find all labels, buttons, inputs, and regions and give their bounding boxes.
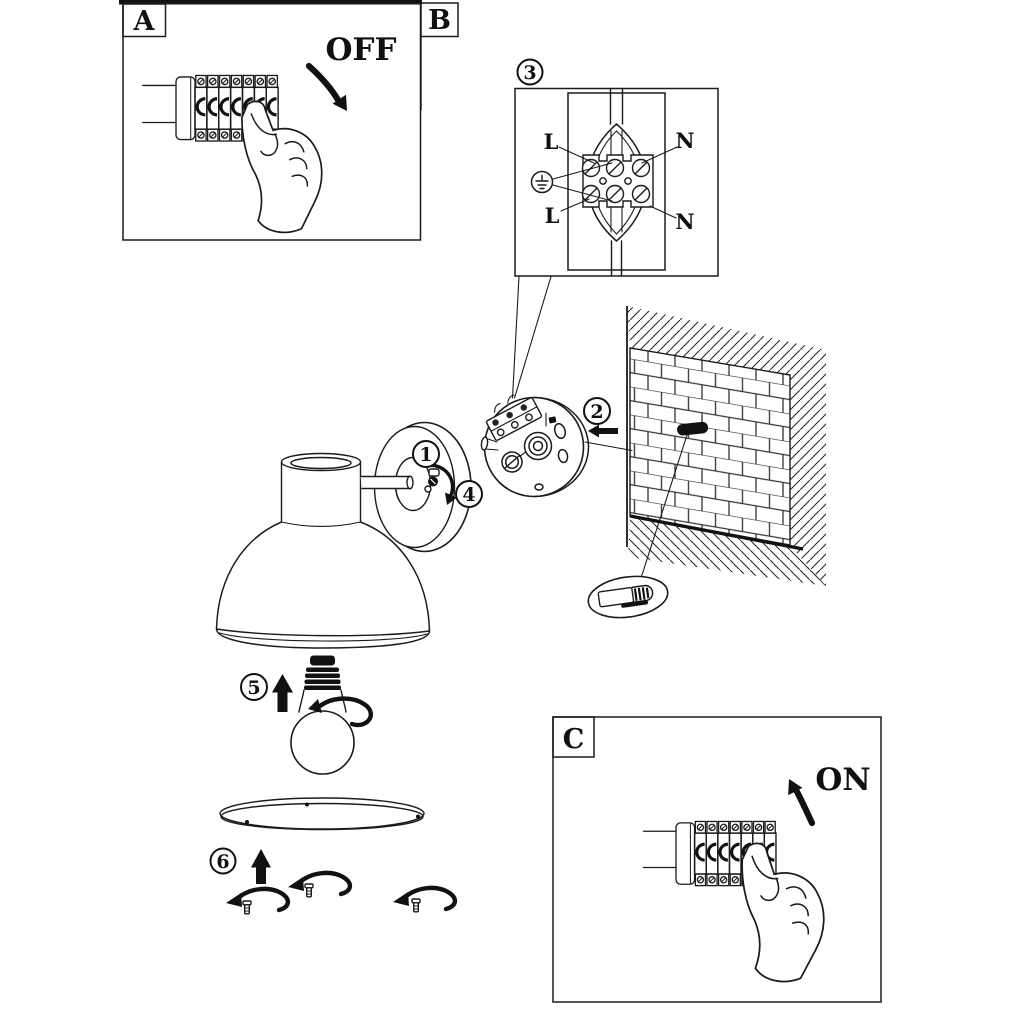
label-live-bottom: L	[544, 203, 560, 228]
brick-wall	[627, 306, 826, 586]
panel-a-label: A	[133, 6, 155, 37]
callout-5: 5	[247, 677, 261, 699]
screw-3	[412, 899, 420, 912]
callout-3: 3	[523, 62, 537, 84]
panel-b-label: B	[428, 5, 451, 36]
panel-c-label: C	[562, 724, 585, 755]
screw-2	[305, 884, 313, 897]
on-label: ON	[815, 762, 871, 798]
callout-1: 1	[419, 444, 433, 466]
brick-area	[630, 348, 790, 545]
callout-4: 4	[462, 484, 476, 506]
glass-diffuser	[220, 798, 424, 829]
callout-2: 2	[590, 401, 604, 423]
label-live-top: L	[543, 129, 559, 154]
earth-screw	[502, 452, 522, 472]
screw-1	[243, 901, 251, 914]
callout-6: 6	[216, 851, 230, 873]
off-label: OFF	[325, 32, 397, 68]
label-neutral-bottom: N	[675, 209, 695, 234]
label-neutral-top: N	[675, 128, 695, 153]
